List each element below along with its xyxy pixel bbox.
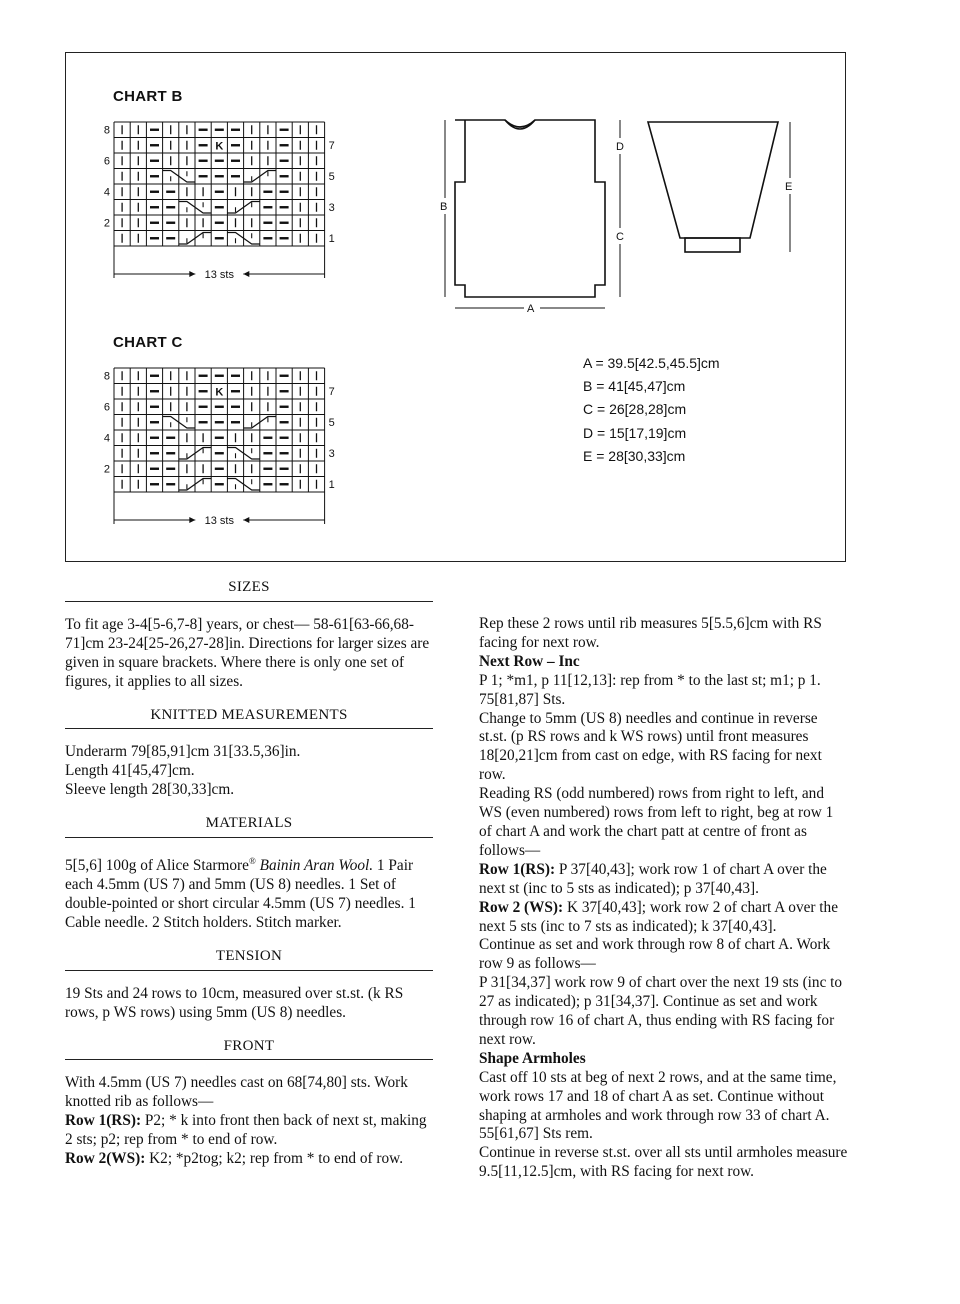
length-line: Length 41[45,47]cm. bbox=[65, 762, 195, 780]
row-number-right: 7 bbox=[328, 140, 335, 152]
chart-b-grid bbox=[100, 120, 340, 295]
row-number-right: 5 bbox=[328, 417, 335, 429]
row-number-left: 6 bbox=[103, 155, 110, 168]
measurement-list bbox=[583, 352, 720, 468]
continue-row-8-paragraph: Continue as set and work through row 8 of chart A. Work row 9 as follows— bbox=[479, 936, 831, 973]
label-b: B bbox=[440, 201, 448, 213]
row-number-right: 5 bbox=[328, 171, 335, 183]
change-needles-paragraph: Change to 5mm (US 8) needles and continue in reverse st.st. (p RS rows and k WS rows) until front measures 18[20,21]cm from cast on edge, with RS facing for next row. bbox=[479, 709, 822, 784]
final-paragraph: Continue in reverse st.st. over all sts until armholes measure 9.5[11,12.5]cm, with RS facing for next row. bbox=[479, 1144, 848, 1181]
sizes-heading: SIZES bbox=[65, 578, 433, 602]
sizes-text: To fit age 3-4[5-6,7-8] years, or chest— 58-61[63-66,68-71]cm 23-24[25-26,27-28]in. Directions for larger sizes are given in square brackets. Where there is only one set of figures, it applies to all sizes. bbox=[65, 615, 430, 690]
chart-c-title: CHART C bbox=[113, 334, 183, 351]
stitch-knot: K bbox=[215, 386, 224, 399]
measurement-a: A = 39.5[42.5,45.5]cm bbox=[583, 355, 720, 371]
tension-text: 19 Sts and 24 rows to 10cm, measured over st.st. (k RS rows, p WS rows) using 5mm (US 8) needles. bbox=[65, 984, 404, 1021]
row2-label: Row 2(WS): bbox=[65, 1150, 146, 1168]
row-number-left: 2 bbox=[103, 463, 110, 476]
label-e: E bbox=[785, 181, 793, 193]
row-9-paragraph: P 31[34,37] work row 9 of chart over the next 19 sts (inc to 27 as indicated); p 31[34,37]. Continue as set and work through row 16 of chart A, thus ending with RS facing for next row. bbox=[479, 974, 843, 1048]
row-number-left: 4 bbox=[103, 432, 110, 445]
arrow-left-icon bbox=[243, 271, 249, 277]
front-heading: FRONT bbox=[65, 1037, 433, 1061]
measurement-d: D = 15[17,19]cm bbox=[583, 424, 687, 441]
tension-heading: TENSION bbox=[65, 947, 433, 971]
measurement-b: B = 41[45,47]cm bbox=[583, 378, 686, 395]
materials-heading: MATERIALS bbox=[65, 814, 433, 838]
sleeve-outline bbox=[648, 122, 778, 252]
registered-mark: ® bbox=[248, 856, 256, 867]
row-number-right: 1 bbox=[328, 479, 335, 491]
arrow-right-icon bbox=[189, 271, 195, 277]
chart-row1-text: P 37[40,43]; work row 1 of chart A over the next st (inc to 5 sts as indicated); p 37[40,43]. bbox=[479, 860, 827, 897]
body-outline bbox=[455, 120, 605, 297]
chart-width-label: 13 sts bbox=[204, 515, 234, 527]
row2-text: K2; *p2tog; k2; rep from * to end of row. bbox=[145, 1150, 404, 1168]
chart-row2-label: Row 2 (WS): bbox=[479, 898, 564, 916]
front-intro: With 4.5mm (US 7) needles cast on 68[74,80] sts. Work knotted rib as follows— bbox=[65, 1074, 408, 1111]
front-row-2 bbox=[65, 1150, 433, 1169]
row-number-right: 3 bbox=[328, 202, 335, 214]
chart-reading-paragraph: Reading RS (odd numbered) rows from right to left, and WS (even numbered) rows from left to right, beg at row 1 of chart A and work the chart patt at centre of front as follows— bbox=[479, 785, 834, 859]
yarn-name: Bainin Aran Wool. bbox=[259, 857, 374, 875]
materials-text bbox=[65, 852, 433, 933]
materials-yarn: 5[5,6] 100g of Alice Starmore bbox=[65, 857, 249, 875]
materials-needles: 1 Pair each 4.5mm (US 7) and 5mm (US 8) needles. 1 Set of double-pointed or short circular 4.5mm (US 7) needles. 1 Cable needle. 2 Stitch holders. Stitch marker. bbox=[65, 857, 416, 931]
chart-row1-label: Row 1(RS): bbox=[479, 860, 556, 878]
row-number-left: 8 bbox=[103, 124, 110, 137]
measurement-c: C = 26[28,28]cm bbox=[583, 401, 687, 418]
chart-b-title: CHART B bbox=[113, 88, 183, 105]
chart-row-2 bbox=[479, 899, 849, 937]
left-column bbox=[65, 578, 433, 1183]
row1-text: P2; * k into front then back of next st, making 2 sts; p2; rep from * to end of row. bbox=[65, 1112, 427, 1149]
chart-c-grid bbox=[100, 366, 340, 541]
front-row-1 bbox=[65, 1112, 433, 1150]
row1-label: Row 1(RS): bbox=[65, 1112, 142, 1130]
arrow-right-icon bbox=[189, 517, 195, 523]
row-number-left: 4 bbox=[103, 186, 110, 199]
row-number-left: 6 bbox=[103, 401, 110, 414]
inc-paragraph: P 1; *m1, p 11[12,13]: rep from * to the last st; m1; p 1. 75[81,87] Sts. bbox=[479, 671, 821, 708]
row-number-left: 2 bbox=[103, 217, 110, 230]
garment-schematic bbox=[430, 110, 810, 325]
stitch-knot: K bbox=[215, 140, 224, 153]
chart-row2-text: K 37[40,43]; work row 2 of chart A over the next 5 sts (inc to 7 sts as indicated); k 37[40,43]. bbox=[479, 898, 838, 935]
chart-row-1 bbox=[479, 861, 849, 899]
armholes-paragraph: Cast off 10 sts at beg of next 2 rows, and at the same time, work rows 17 and 18 of chart A as set. Continue without shaping at armholes and work through row 33 of chart A. 55[61,67] Sts rem. bbox=[479, 1068, 837, 1143]
knitted-measurements-heading: KNITTED MEASUREMENTS bbox=[65, 706, 433, 730]
chart-width-label: 13 sts bbox=[204, 269, 234, 281]
label-a: A bbox=[527, 303, 535, 315]
row-number-left: 8 bbox=[103, 370, 110, 383]
label-c: C bbox=[616, 231, 624, 243]
row-number-right: 3 bbox=[328, 448, 335, 460]
right-column bbox=[479, 615, 849, 1182]
measurement-e: E = 28[30,33]cm bbox=[583, 447, 686, 464]
next-row-heading: Next Row – Inc bbox=[479, 652, 580, 670]
shape-armholes-heading: Shape Armholes bbox=[479, 1049, 586, 1067]
row-number-right: 1 bbox=[328, 233, 335, 245]
arrow-left-icon bbox=[243, 517, 249, 523]
rib-paragraph: Rep these 2 rows until rib measures 5[5.5,6]cm with RS facing for next row. bbox=[479, 615, 822, 651]
label-d: D bbox=[616, 141, 624, 153]
underarm-line: Underarm 79[85,91]cm 31[33.5,36]in. bbox=[65, 743, 301, 761]
sleeve-length-line: Sleeve length 28[30,33]cm. bbox=[65, 781, 235, 799]
row-number-right: 7 bbox=[328, 386, 335, 398]
